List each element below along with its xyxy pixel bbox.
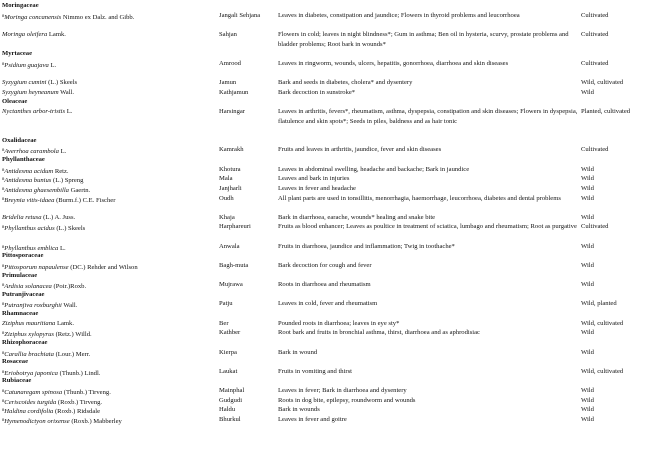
uses-cell: Bark and seeds in diabetes, cholera* and dysentery xyxy=(278,79,413,86)
status-cell: Wild xyxy=(581,213,594,221)
family-name: Putranjivaceae xyxy=(2,290,45,298)
species-author: (Burm.f.) C.E. Fischer xyxy=(54,196,116,204)
marker-symbol: # xyxy=(2,368,5,374)
table-row xyxy=(2,194,643,213)
family-heading xyxy=(2,376,643,386)
uses-cell: Bark decoction for cough and fever xyxy=(278,261,372,269)
species-cell xyxy=(2,78,216,88)
family-name: Moringaceae xyxy=(2,2,39,9)
species-author: L. xyxy=(65,107,73,115)
species-name: Antidesma ghaesembilla xyxy=(4,186,69,194)
status-cell: Wild xyxy=(581,261,594,269)
table-row xyxy=(2,396,643,406)
status-cell: Wild xyxy=(581,165,594,173)
table-row xyxy=(2,319,643,329)
species-cell xyxy=(2,319,216,329)
table-row xyxy=(2,78,643,88)
marker-symbol: # xyxy=(2,388,5,393)
species-author: (Lour.) Merr. xyxy=(53,350,91,358)
local-name-cell: Gudgudi xyxy=(219,396,243,404)
table-row xyxy=(2,415,643,425)
species-author: Nimmo ex Dalz. and Gibb. xyxy=(61,13,135,21)
family-name: Rosaceae xyxy=(2,358,28,366)
table-row xyxy=(2,213,643,223)
local-name-cell: Sahjan xyxy=(219,30,237,38)
marker-symbol: # xyxy=(2,185,5,191)
species-cell xyxy=(2,415,216,427)
uses-cell: Fruits as blood enhancer; Leaves as poultice in treatment of sciatica, lumbago and rheumatism; Root as purgative xyxy=(278,223,577,231)
local-name-cell: Laukat xyxy=(219,367,238,375)
species-author: Wall. xyxy=(61,302,78,310)
local-name-cell: Janjharli xyxy=(219,184,242,192)
family-name: Rubiaceae xyxy=(2,377,32,385)
uses-cell: Fruits and leaves in arthritis, jaundice, fever and skin diseases xyxy=(278,146,442,154)
local-name-cell: Mujrawa xyxy=(219,281,243,289)
status-cell: Cultivated xyxy=(581,59,609,67)
status-cell: Wild, cultivated xyxy=(581,319,624,327)
local-name-cell: Amrood xyxy=(219,59,241,67)
local-name-cell: Kierpa xyxy=(219,348,237,356)
species-name: Phyllanthus emblica xyxy=(4,244,59,252)
species-name: Haldina cordifolia xyxy=(4,408,54,416)
species-author: Wall. xyxy=(58,88,75,96)
marker-symbol: # xyxy=(2,176,5,182)
species-cell xyxy=(2,59,216,71)
status-cell: Wild, planted xyxy=(581,300,617,308)
table-row xyxy=(2,367,643,377)
status-cell: Wild xyxy=(581,194,594,202)
uses-cell: Bark decoction in sunstroke* xyxy=(278,88,356,96)
species-name: Hymenodictyon orixense xyxy=(4,417,70,425)
species-author: Lamk. xyxy=(47,30,66,38)
local-name-cell: Patju xyxy=(219,300,233,308)
species-author: (Retz.) Willd. xyxy=(53,331,92,339)
table-row xyxy=(2,222,643,241)
uses-cell: Leaves in fever and goitre xyxy=(278,415,347,423)
local-name-cell: Bagh-muta xyxy=(219,261,249,269)
uses-cell: Root bark and fruits in bronchial asthma, thirst, diarrhoea and as aphrodisiac xyxy=(278,329,480,337)
family-name: Rhamnaceae xyxy=(2,310,39,317)
status-cell: Wild xyxy=(581,175,594,183)
marker-symbol: # xyxy=(2,262,5,268)
uses-cell: Fruits in vomiting and thirst xyxy=(278,367,352,375)
status-cell: Planted, cultivated xyxy=(581,107,631,115)
species-author: (L.) Spreng xyxy=(51,177,84,185)
species-author: Retz. xyxy=(53,167,69,175)
status-cell: Cultivated xyxy=(581,11,609,19)
family-heading xyxy=(2,155,643,165)
ethnobotany-table xyxy=(2,1,643,425)
species-name: Bridelia retusa xyxy=(2,213,42,221)
local-name-cell: Anwala xyxy=(219,242,240,250)
family-name: Rhizophoraceae xyxy=(2,338,48,346)
family-heading xyxy=(2,290,643,300)
status-cell: Wild xyxy=(581,406,594,414)
family-heading xyxy=(2,49,643,59)
table-row xyxy=(2,174,643,184)
marker-symbol: # xyxy=(2,282,5,288)
species-author: Gaertn. xyxy=(68,186,91,194)
status-cell: Wild xyxy=(581,329,594,337)
marker-symbol: # xyxy=(2,349,5,355)
species-name: Putranjiva roxburghii xyxy=(4,302,62,310)
family-heading xyxy=(2,1,643,11)
species-name: Catunaregam spinosa xyxy=(4,389,63,396)
species-name: Moringa concanensis xyxy=(4,13,62,21)
uses-cell: Pounded roots in diarrhoea; leaves in eye sty* xyxy=(278,319,400,327)
uses-cell: Leaves in fever and headache xyxy=(278,184,356,192)
family-heading xyxy=(2,97,643,107)
status-cell: Wild, cultivated xyxy=(581,79,624,86)
local-name-cell: Kathjamun xyxy=(219,88,249,96)
species-name: Ceriscoides turgida xyxy=(4,398,57,406)
species-cell xyxy=(2,222,216,234)
family-heading xyxy=(2,251,643,261)
status-cell: Wild xyxy=(581,281,594,289)
species-author: (Thunb.) Lindl. xyxy=(57,369,101,377)
uses-cell: Flowers in cold; leaves in night blindness*; Gum in asthma; Ben oil in hysteria, scurvy, prostate problems and bladder problems; Root bark in wounds* xyxy=(278,30,569,48)
local-name-cell: Mala xyxy=(219,175,233,183)
species-author: (L.) Skeels xyxy=(54,225,86,233)
species-name: Ziziphus mauritiana xyxy=(2,319,56,327)
marker-symbol: # xyxy=(2,407,5,413)
local-name-cell: Haldu xyxy=(219,406,236,414)
status-cell: Wild xyxy=(581,184,594,192)
marker-symbol: # xyxy=(2,60,5,66)
family-heading xyxy=(2,271,643,281)
species-author: (Roxb.) Tirveng. xyxy=(56,398,103,406)
table-row xyxy=(2,145,643,155)
species-cell xyxy=(2,213,216,223)
species-author: (Roxb.) Ridsdale xyxy=(53,408,101,416)
species-name: Syzygium heyneanum xyxy=(2,88,59,96)
marker-symbol: # xyxy=(2,12,5,18)
species-cell xyxy=(2,11,216,23)
status-cell: Wild xyxy=(581,348,594,356)
marker-symbol: # xyxy=(2,243,5,249)
table-row xyxy=(2,107,643,136)
marker-symbol: # xyxy=(2,301,5,307)
species-name: Eriobotrya japonica xyxy=(4,369,58,377)
family-name: Primulaceae xyxy=(2,271,38,279)
local-name-cell: Ber xyxy=(219,319,229,327)
uses-cell: Bark in diarrhoea, earache, wounds* healing and snake bite xyxy=(278,213,436,221)
local-name-cell: Oudh xyxy=(219,194,234,202)
species-author: (Poir.)Roxb. xyxy=(51,283,87,291)
species-name: Pittosporum napaulense xyxy=(4,263,69,271)
table-row xyxy=(2,328,643,338)
table-row xyxy=(2,261,643,271)
table-row xyxy=(2,386,643,396)
species-name: Averrhoa carambola xyxy=(4,148,59,156)
species-name: Ziziphus xylopyrus xyxy=(4,331,54,339)
family-heading xyxy=(2,338,643,348)
table-row xyxy=(2,59,643,78)
status-cell: Wild xyxy=(581,88,594,96)
species-cell xyxy=(2,30,216,40)
uses-cell: All plant parts are used in tonsillitis, menorrhagia, haemorrhage, leucorrhoea, diabetes and dental problems xyxy=(278,194,561,202)
family-heading xyxy=(2,357,643,367)
table-row xyxy=(2,299,643,309)
status-cell: Wild xyxy=(581,396,594,404)
status-cell: Wild, cultivated xyxy=(581,367,624,375)
species-author: (DC.) Rehder and Wilson xyxy=(68,263,138,271)
species-name: Antidesma bunius xyxy=(4,177,52,185)
species-author: L. xyxy=(58,244,66,252)
marker-symbol: # xyxy=(2,166,5,172)
local-name-cell: Mainphal xyxy=(219,387,245,394)
uses-cell: Roots in dog bite, epilepsy, roundworm and wounds xyxy=(278,396,416,404)
uses-cell: Leaves in abdominal swelling, headache and backache; Bark in jaundice xyxy=(278,165,470,173)
status-cell: Cultivated xyxy=(581,146,609,154)
uses-cell: Leaves in fever; Bark in diarrhoea and dysentery xyxy=(278,387,407,394)
marker-symbol: # xyxy=(2,147,5,153)
local-name-cell: Jangali Sehjana xyxy=(219,11,261,19)
local-name-cell: Harphareuri xyxy=(219,223,251,231)
status-cell: Wild xyxy=(581,242,594,250)
table-row xyxy=(2,184,643,194)
local-name-cell: Harsingar xyxy=(219,107,245,115)
table-row xyxy=(2,88,643,98)
species-cell xyxy=(2,194,216,206)
local-name-cell: Khaja xyxy=(219,213,235,221)
table-row xyxy=(2,242,643,252)
species-cell xyxy=(2,88,216,98)
status-cell: Wild xyxy=(581,387,594,394)
local-name-cell: Kathber xyxy=(219,329,241,337)
species-author: (Roxb.) Mabberley xyxy=(69,417,122,425)
species-name: Ardisia solanacea xyxy=(4,283,52,291)
table-row xyxy=(2,280,643,290)
family-name: Oxalidaceae xyxy=(2,136,37,144)
family-name: Myrtaceae xyxy=(2,50,33,58)
marker-symbol: # xyxy=(2,195,5,201)
family-name: Oleaceae xyxy=(2,98,28,106)
species-author: L. xyxy=(58,148,67,156)
table-row xyxy=(2,165,643,175)
species-name: Nyctanthes arbor-tristis xyxy=(2,107,66,115)
uses-cell: Bark in wound xyxy=(278,348,318,356)
species-author: (Thunb.) Tirveng. xyxy=(62,389,111,396)
species-name: Moringa oleifera xyxy=(2,30,48,38)
species-name: Antidesma acidum xyxy=(4,167,54,175)
species-author: Lamk. xyxy=(55,319,74,327)
family-heading xyxy=(2,136,643,146)
family-name: Pittosporaceae xyxy=(2,252,44,260)
table-row xyxy=(2,11,643,30)
marker-symbol: # xyxy=(2,224,5,230)
uses-cell: Leaves in arthritis, fevers*, rheumatism, asthma, dyspepsia, constipation and skin diseases; Flowers in dyspepsia, flatulence and skin spots*; Seeds in piles, baldness and as hair tonic xyxy=(278,107,578,125)
family-name: Phyllanthaceae xyxy=(2,156,45,163)
table-row xyxy=(2,348,643,358)
uses-cell: Leaves and bark in injuries xyxy=(278,175,350,183)
species-name: Syzygium cumini xyxy=(2,79,47,86)
marker-symbol: # xyxy=(2,397,5,403)
species-name: Breynia vitis-idaea xyxy=(4,196,55,204)
species-name: Carallia brachiata xyxy=(4,350,54,358)
species-author: (L.) Skeels xyxy=(46,79,78,86)
status-cell: Cultivated xyxy=(581,30,609,38)
uses-cell: Roots in diarrhoea and rheumatism xyxy=(278,281,371,289)
uses-cell: Leaves in cold, fever and rheumatism xyxy=(278,300,378,308)
species-author: L. xyxy=(48,61,57,69)
species-author: (L.) A. Juss. xyxy=(41,213,76,221)
local-name-cell: Bhurkul xyxy=(219,415,241,423)
species-name: Phyllanthus acidus xyxy=(4,225,55,233)
table-row xyxy=(2,30,643,49)
family-heading xyxy=(2,309,643,319)
marker-symbol: # xyxy=(2,330,5,336)
status-cell: Wild xyxy=(581,415,594,423)
local-name-cell: Jamun xyxy=(219,79,237,86)
uses-cell: Bark in wounds xyxy=(278,406,320,414)
local-name-cell: Khotura xyxy=(219,165,241,173)
species-cell xyxy=(2,107,216,117)
local-name-cell: Kamrakh xyxy=(219,146,244,154)
uses-cell: Fruits in diarrhoea, jaundice and inflammation; Twig in toothache* xyxy=(278,242,455,250)
marker-symbol: # xyxy=(2,416,5,422)
table-row xyxy=(2,405,643,415)
species-name: Psidium guajava xyxy=(4,61,49,69)
status-cell: Cultivated xyxy=(581,223,609,231)
uses-cell: Leaves in ringworm, wounds, ulcers, hepatitis, gonorrhoea, diarrhoea and skin diseases xyxy=(278,59,509,67)
uses-cell: Leaves in diabetes, constipation and jaundice; Flowers in thyroid problems and leucorrhoea xyxy=(278,11,520,19)
